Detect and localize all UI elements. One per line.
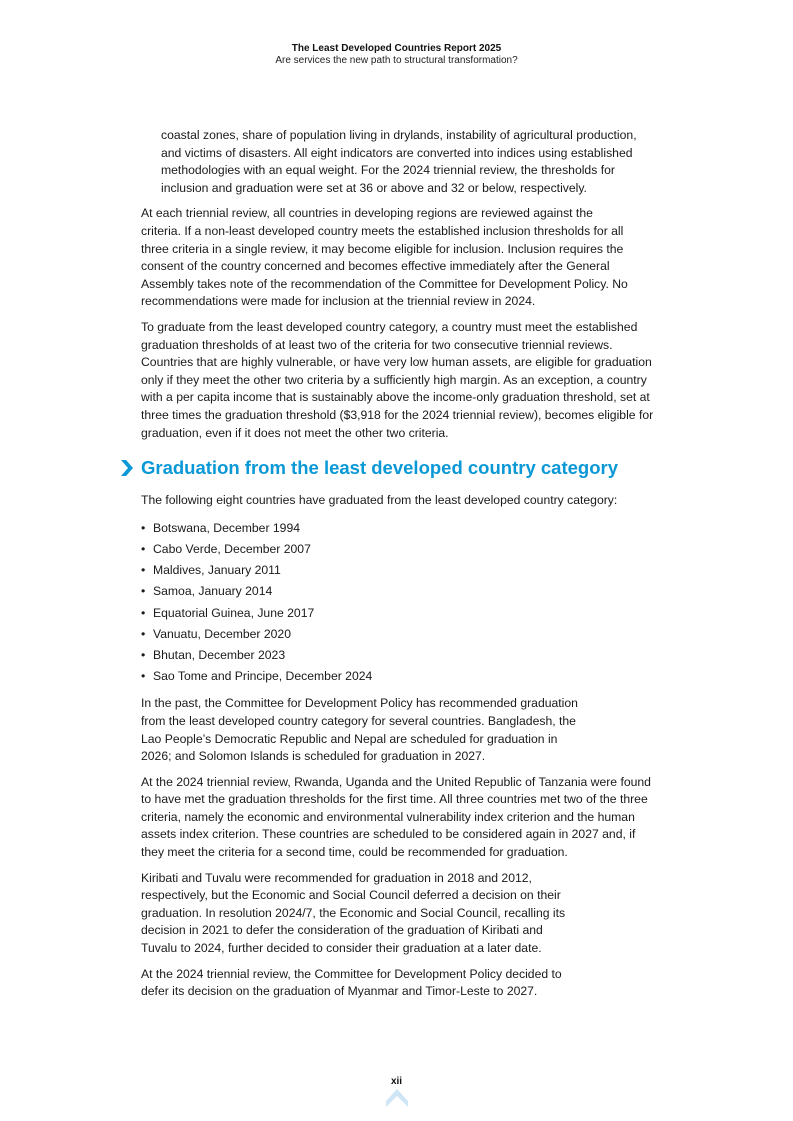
scheduled-graduation-paragraph: In the past, the Committee for Development Policy has recommended graduation from the least developed country category for several countries. Bangladesh, the Lao People’s Democratic Republic and Nepal are scheduled for graduation in 2026; and Solomon Islands is scheduled for graduation in 2027. xyxy=(141,696,578,764)
back-to-top-icon[interactable] xyxy=(386,1089,408,1107)
bullet: • xyxy=(141,520,146,535)
bullet: • xyxy=(141,626,146,641)
rwanda-uganda-tanzania-paragraph: At the 2024 triennial review, Rwanda, Uganda and the United Republic of Tanzania were found to have met the graduation thresholds for the first time. All three countries met two of the three criteria, namely the economic and environmental vulnerability index criterion and the human assets index criterion. These countries are scheduled to be considered again in 2027 and, if they meet the criteria for a second time, could be recommended for graduation. xyxy=(141,774,651,860)
indicator-paragraph: coastal zones, share of population living in drylands, instability of agricultural production, and victims of disasters. All eight indicators are converted into indices using established methodologies with an equal weight. For the 2024 triennial review, the thresholds for inclusion and graduation were set at 36 or above and 32 or below, respectively. xyxy=(161,128,637,195)
graduated-intro: The following eight countries have graduated from the least developed country category: xyxy=(141,493,618,508)
myanmar-timor-leste-paragraph: At the 2024 triennial review, the Committee for Development Policy decided to defer its decision on the graduation of Myanmar and Timor-Leste to 2027. xyxy=(141,966,562,999)
list-item: • Bhutan, December 2023 xyxy=(141,645,661,666)
graduated-countries-list xyxy=(141,518,661,688)
page-footer xyxy=(0,1076,793,1107)
section-heading xyxy=(119,456,661,480)
list-item: • Vanuatu, December 2020 xyxy=(141,624,661,645)
chevron-right-icon xyxy=(119,458,135,478)
kiribati-tuvalu-paragraph: Kiribati and Tuvalu were recommended for graduation in 2018 and 2012, respectively, but the Economic and Social Council deferred a decision on their graduation. In resolution 2024/7, the Economic and Social Council, recalling its decision in 2021 to defer the consideration of the graduation of Kiribati and Tuvalu to 2024, further decided to consider their graduation at a later date. xyxy=(141,870,566,956)
page-number: xii xyxy=(390,1076,403,1087)
bullet: • xyxy=(141,647,146,662)
report-title: The Least Developed Countries Report 2025 xyxy=(291,43,502,54)
list-item: • Sao Tome and Principe, December 2024 xyxy=(141,666,661,687)
list-item: • Maldives, January 2011 xyxy=(141,560,661,581)
inclusion-paragraph: At each triennial review, all countries in developing regions are reviewed against the criteria. If a non-least developed country meets the established inclusion thresholds for all three criteria in a single review, it may become eligible for inclusion. Inclusion requires the consent of the country concerned and becomes effective immediately after the General Assembly takes note of the recommendation of the Committee for Development Policy. No recommendations were made for inclusion at the triennial review in 2024. xyxy=(141,206,628,309)
list-item: • Equatorial Guinea, June 2017 xyxy=(141,603,661,624)
section-heading-text: Graduation from the least developed country category xyxy=(141,457,618,479)
list-item: • Samoa, January 2014 xyxy=(141,581,661,602)
bullet: • xyxy=(141,605,146,620)
running-header xyxy=(0,42,793,67)
page-content xyxy=(141,127,661,1009)
list-item: • Cabo Verde, December 2007 xyxy=(141,539,661,560)
bullet: • xyxy=(141,584,146,599)
report-subtitle: Are services the new path to structural transformation? xyxy=(275,55,518,66)
bullet: • xyxy=(141,563,146,578)
bullet: • xyxy=(141,541,146,556)
bullet: • xyxy=(141,669,146,684)
graduation-criteria-paragraph: To graduate from the least developed country category, a country must meet the established graduation thresholds of at least two of the criteria for two consecutive triennial reviews. Countries that are highly vulnerable, or have very low human assets, are eligible for graduation only if they meet the other two criteria by a sufficiently high margin. As an exception, a country with a per capita income that is sustainably above the income-only graduation threshold, set at three times the graduation threshold ($3,918 for the 2024 triennial review), becomes eligible for graduation, even if it does not meet the other two criteria. xyxy=(141,319,654,440)
list-item: • Botswana, December 1994 xyxy=(141,518,661,539)
